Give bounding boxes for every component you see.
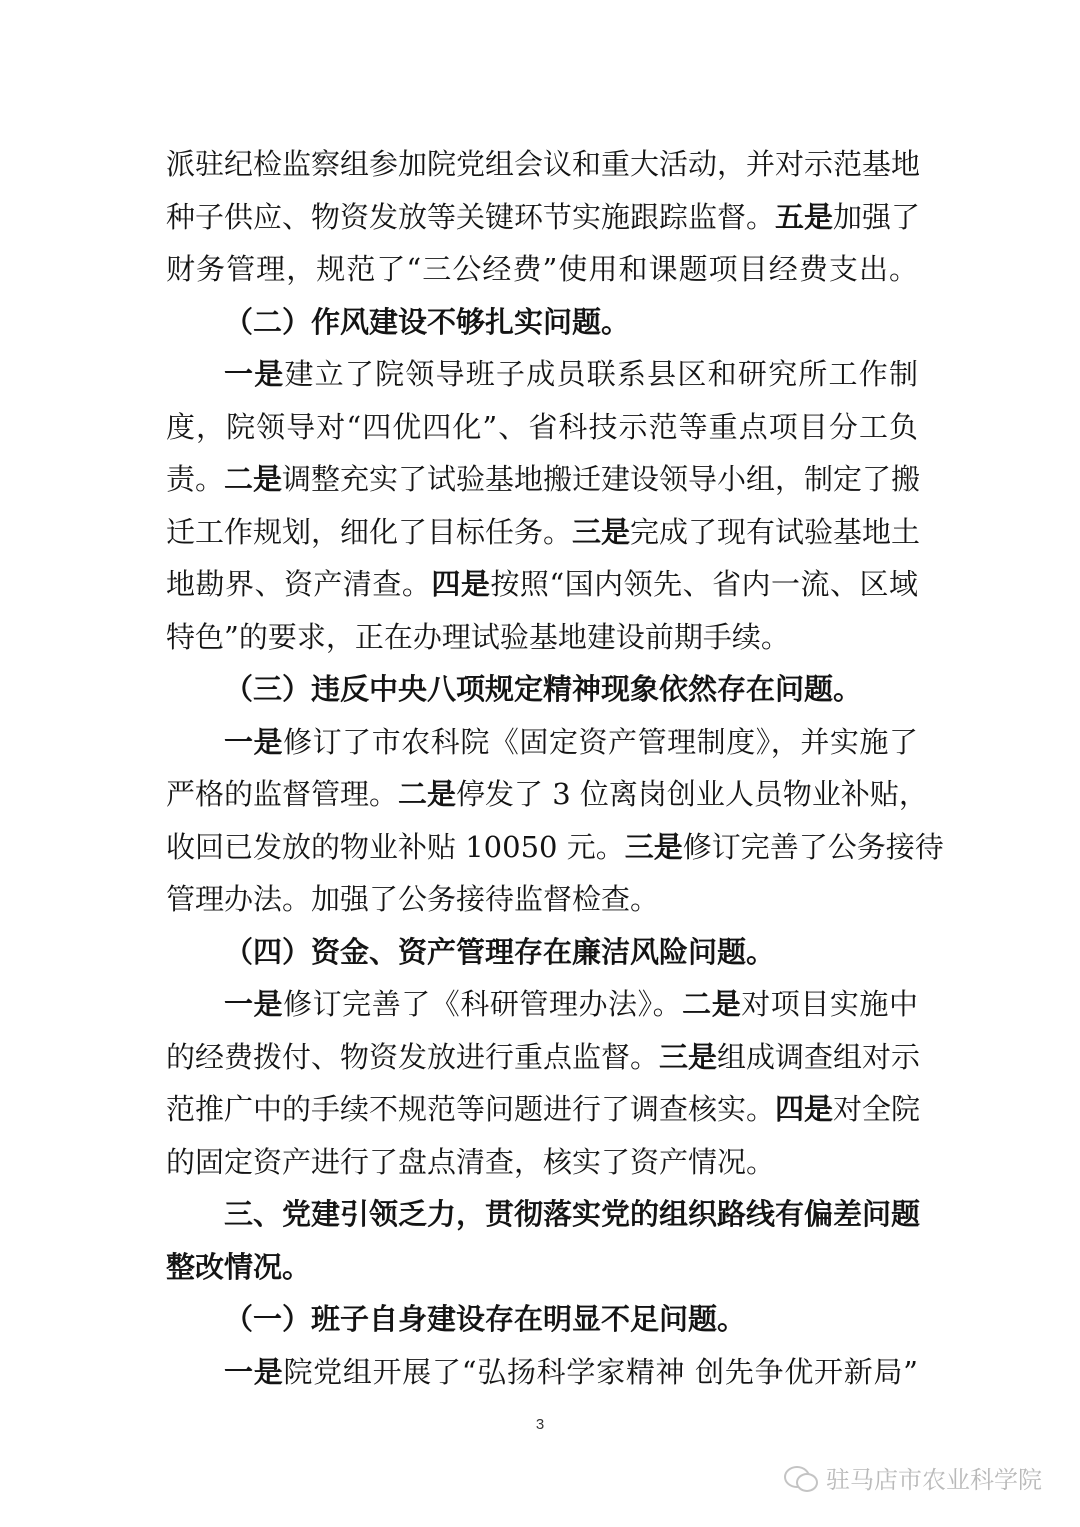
text-line-20: 的固定资产进行了盘点清查，核实了资产情况。 bbox=[166, 1144, 776, 1179]
text-line-6: 度，院领导对“四优四化”、省科技示范等重点项目分工负 bbox=[166, 409, 918, 444]
section-heading-3-1: （一）班子自身建设存在明显不足问题。 bbox=[224, 1302, 747, 1336]
text-line-13: 严格的监督管理。二是停发了 3 位离岗创业人员物业补贴， bbox=[166, 777, 928, 811]
text-line-2: 种子供应、物资发放等关键环节实施跟踪监督。五是加强了 bbox=[166, 199, 921, 234]
text-line-5: 一是建立了院领导班子成员联系县区和研究所工作制 bbox=[224, 357, 918, 391]
text-line-18: 的经费拨付、物资发放进行重点监督。三是组成调查组对示 bbox=[166, 1039, 921, 1074]
section-heading-3: （三）违反中央八项规定精神现象依然存在问题。 bbox=[224, 672, 863, 706]
chapter-heading-3-cont: 整改情况。 bbox=[166, 1249, 312, 1284]
text-line-12: 一是修订了市农科院《固定资产管理制度》，并实施了 bbox=[224, 724, 918, 759]
text-line-9: 地勘界、资产清查。四是按照“国内领先、省内一流、区域 bbox=[166, 567, 918, 601]
text-line-19: 范推广中的手续不规范等问题进行了调查核实。四是对全院 bbox=[166, 1092, 921, 1126]
text-line-3: 财务管理，规范了“三公经费”使用和课题项目经费支出。 bbox=[166, 252, 918, 286]
text-line-10: 特色”的要求，正在办理试验基地建设前期手续。 bbox=[166, 619, 790, 654]
watermark-text: 驻马店市农业科学院 bbox=[826, 1466, 1042, 1494]
text-line-1: 派驻纪检监察组参加院党组会议和重大活动，并对示范基地 bbox=[166, 147, 921, 181]
section-heading-4: （四）资金、资产管理存在廉洁风险问题。 bbox=[224, 934, 776, 969]
text-line-14: 收回已发放的物业补贴 10050 元。三是修订完善了公务接待 bbox=[166, 829, 944, 864]
section-heading-2: （二）作风建设不够扎实问题。 bbox=[224, 304, 631, 339]
text-line-8: 迁工作规划，细化了目标任务。三是完成了现有试验基地土 bbox=[166, 514, 921, 549]
text-line-7: 责。二是调整充实了试验基地搬迁建设领导小组，制定了搬 bbox=[166, 462, 921, 496]
wechat-watermark bbox=[784, 1460, 1042, 1495]
text-line-17: 一是修订完善了《科研管理办法》。二是对项目实施中 bbox=[224, 987, 918, 1021]
wechat-icon bbox=[784, 1464, 818, 1492]
text-line-24: 一是院党组开展了“弘扬科学家精神 创先争优开新局” bbox=[224, 1354, 918, 1389]
chapter-heading-3: 三、党建引领乏力，贯彻落实党的组织路线有偏差问题 bbox=[224, 1197, 921, 1231]
text-line-15: 管理办法。加强了公务接待监督检查。 bbox=[166, 882, 660, 916]
document-body bbox=[166, 138, 944, 1398]
page-number: 3 bbox=[535, 1416, 545, 1433]
